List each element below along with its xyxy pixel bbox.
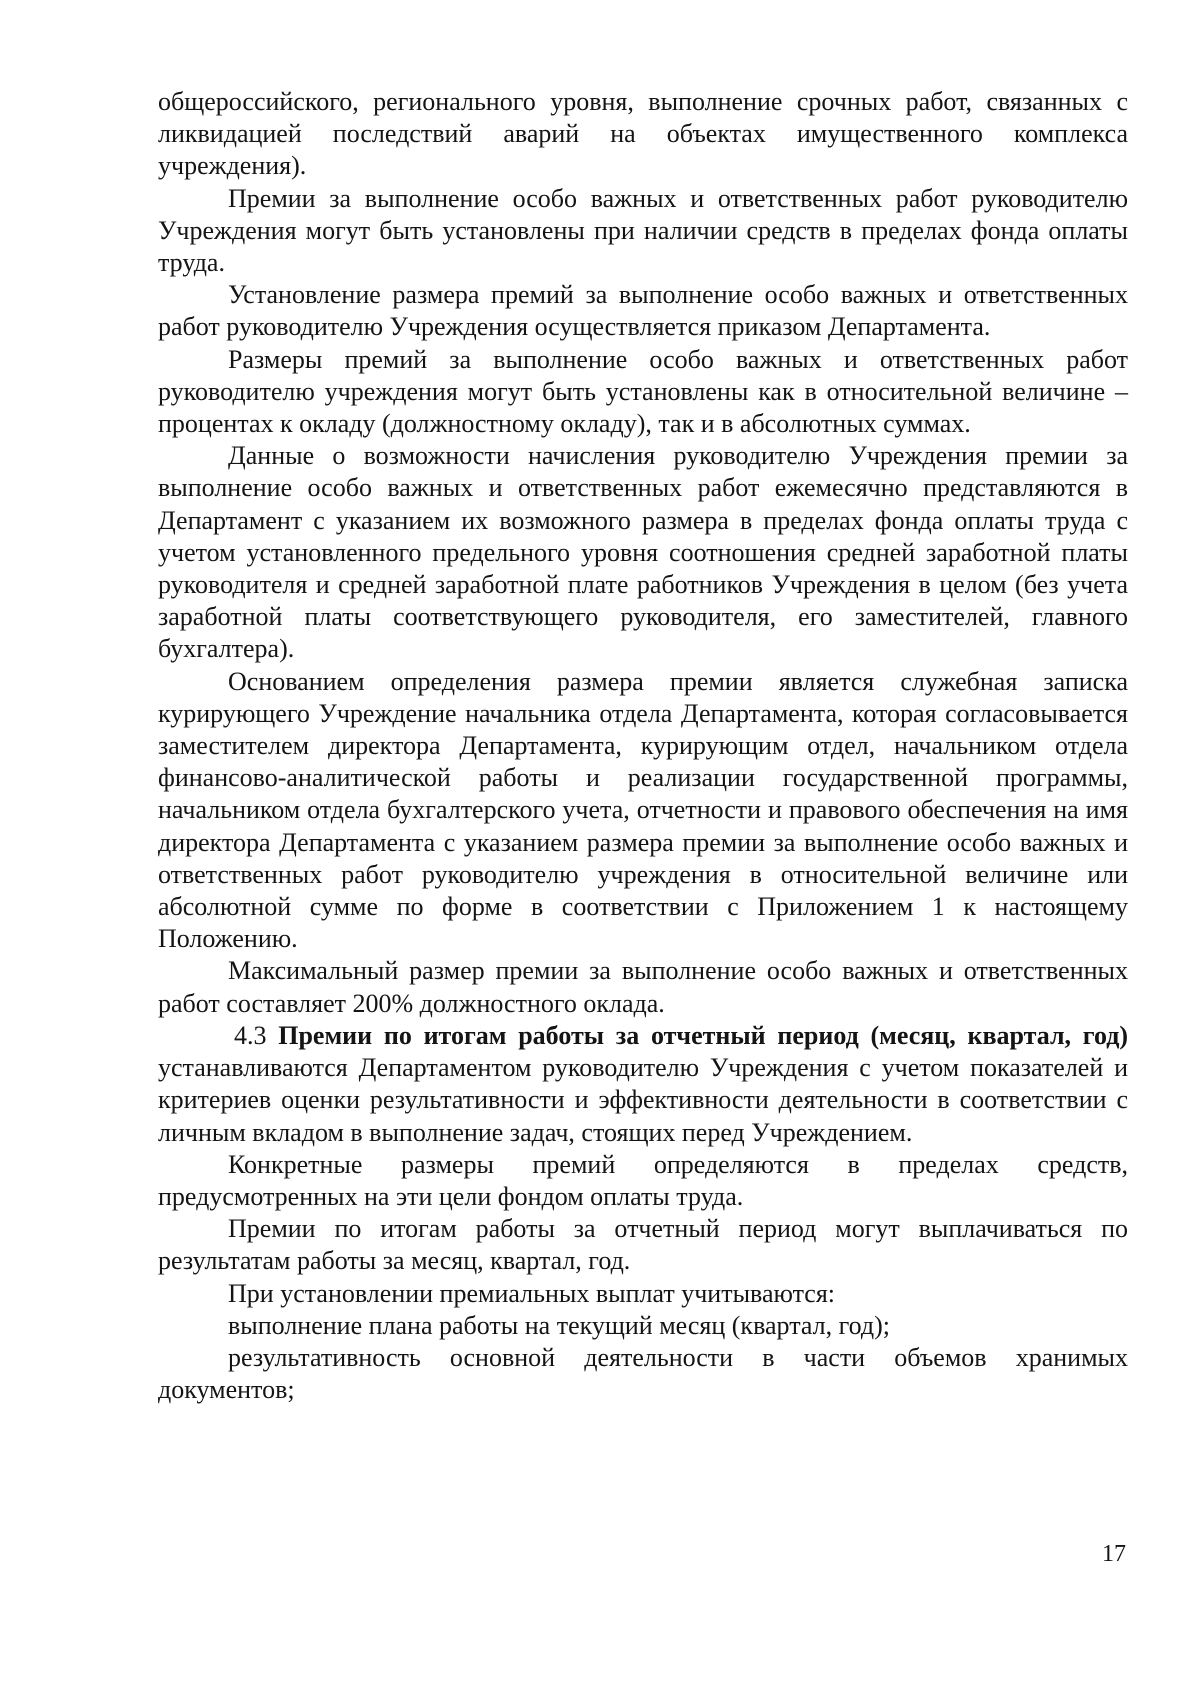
list-item-results: результативность основной деятельности в части объемов хранимых документов; — [158, 1342, 1128, 1405]
section-text: устанавливаются Департаментом руководителю Учреждения с учетом показателей и критериев оценки результативности и эффективности деятельности в соответствии с личным вкладом в выполнение задач, стоящих перед Учреждением. — [158, 1053, 1128, 1147]
paragraph-bonus-data: Данные о возможности начисления руководителю Учреждения премии за выполнение особо важных и ответственных работ ежемесячно представляются в Департамент с указанием их возможного размера в пределах фонда оплаты труда с учетом установленного предельного уровня соотношения средней заработной платы руководителя и средней заработной плате работников Учреждения в целом (без учета заработной платы соответствующего руководителя, его заместителей, главного бухгалтера). — [158, 441, 1128, 664]
section-4-3 — [158, 1020, 1128, 1149]
paragraph-specific-amounts: Конкретные размеры премий определяются в пределах средств, предусмотренных на эти цели фондом оплаты труда. — [158, 1149, 1128, 1211]
document-body — [158, 86, 1128, 1406]
paragraph-bonus-order: Установление размера премий за выполнение особо важных и ответственных работ руководителю Учреждения осуществляется приказом Департамента. — [158, 280, 1128, 342]
paragraph-bonus-maximum: Максимальный размер премии за выполнение особо важных и ответственных работ составляет 200% должностного оклада. — [158, 956, 1128, 1018]
list-item-plan: выполнение плана работы на текущий месяц (квартал, год); — [228, 1310, 890, 1340]
paragraph-criteria-intro: При установлении премиальных выплат учитываются: — [228, 1278, 836, 1308]
paragraph-bonus-funding: Премии за выполнение особо важных и ответственных работ руководителю Учреждения могут быть установлены при наличии средств в пределах фонда оплаты труда. — [158, 183, 1128, 278]
section-heading: Премии по итогам работы за отчетный период (месяц, квартал, год) — [278, 1020, 1129, 1050]
paragraph-payment-period: Премии по итогам работы за отчетный период могут выплачиваться по результатам работы за месяц, квартал, год. — [158, 1214, 1128, 1276]
paragraph-bonus-amounts: Размеры премий за выполнение особо важных и ответственных работ руководителю учреждения могут быть установлены как в относительной величине – процентах к окладу (должностному окладу), так и в абсолютных суммах. — [158, 344, 1128, 439]
paragraph-bonus-basis: Основанием определения размера премии является служебная записка курирующего Учреждение начальника отдела Департамента, которая согласовывается заместителем директора Департамента, курирующим отдел, начальником отдела финансово-аналитической работы и реализации государственной программы, начальником отдела бухгалтерского учета, отчетности и правового обеспечения на имя директора Департамента с указанием размера премии за выполнение особо важных и ответственных работ руководителю учреждения в относительной величине или абсолютной сумме по форме в соответствии с Приложением 1 к настоящему Положению. — [158, 666, 1128, 954]
paragraph-continuation: общероссийского, регионального уровня, выполнение срочных работ, связанных с ликвидацией последствий аварий на объектах имущественного комплекса учреждения). — [158, 87, 1128, 181]
section-number: 4.3 — [234, 1020, 267, 1050]
page-number: 17 — [1102, 1541, 1126, 1567]
